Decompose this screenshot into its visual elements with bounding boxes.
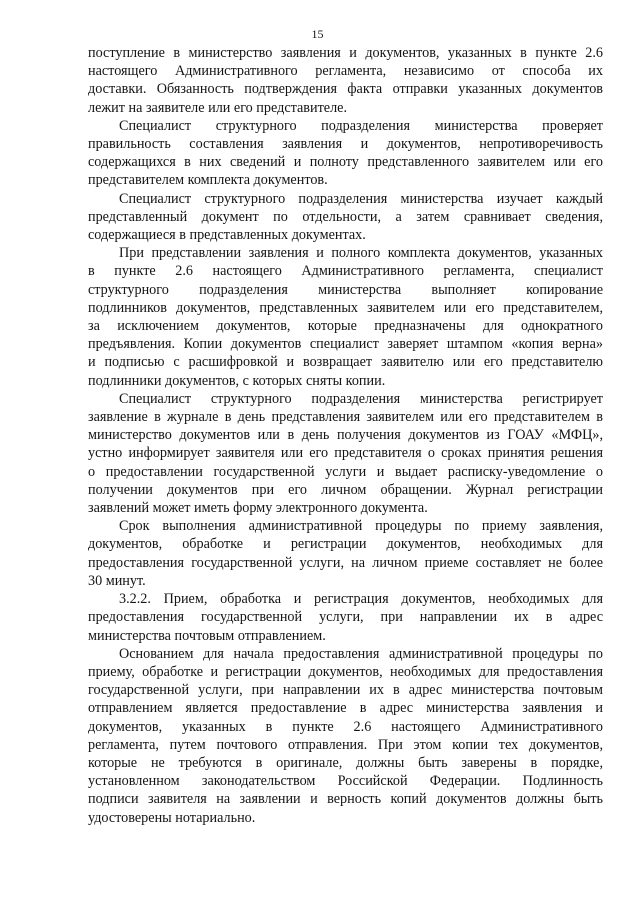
text-line: документов, обработке и регистрации документов, необходимых для <box>88 536 603 553</box>
paragraph <box>88 390 603 517</box>
text-line: министерства почтовым отправлением. <box>88 627 326 644</box>
text-line: и подписью с расшифровкой и возвращает заявителю или его представителю <box>88 354 603 371</box>
text-line: за исключением документов, которые предназначены для однократного <box>88 318 603 335</box>
text-line: Основанием для начала предоставления административной процедуры по <box>119 645 603 662</box>
text-line: документов, указанных в пункте 2.6 настоящего Административного <box>88 718 603 735</box>
text-line: заявлений может иметь форму электронного документа. <box>88 500 428 517</box>
text-line: Специалист структурного подразделения министерства изучает каждый <box>119 190 603 207</box>
text-line: государственной услуги, при направлении их в адрес министерства почтовым <box>88 682 603 699</box>
text-line: содержащихся в них сведений и полноту представленного заявителем или его <box>88 154 603 171</box>
paragraph <box>88 645 603 827</box>
text-line: представленный документ по отдельности, а затем сравнивает сведения, <box>88 208 603 225</box>
text-line: лежит на заявителе или его представителе. <box>88 99 348 116</box>
page-number: 15 <box>311 27 324 41</box>
paragraph <box>88 190 603 245</box>
paragraph <box>88 517 603 590</box>
document-body <box>88 44 603 827</box>
text-line: подписи заявителя на заявлении и верность копий документов должны быть <box>88 791 603 808</box>
text-line: структурного подразделения министерства выполняет копирование <box>88 281 603 298</box>
text-line: При представлении заявления и полного комплекта документов, указанных <box>119 245 603 262</box>
text-line: содержащиеся в представленных документах. <box>88 227 366 244</box>
text-line: министерство документов или в день получения документов из ГОАУ «МФЦ», <box>88 427 603 444</box>
text-line: которые не требуются в оригинале, должны быть заверены в порядке, <box>88 754 603 771</box>
text-line: в пункте 2.6 настоящего Административного регламента, специалист <box>88 263 603 280</box>
text-line: подлинники документов, с которых сняты копии. <box>88 372 386 389</box>
text-line: 3.2.2. Прием, обработка и регистрация документов, необходимых для <box>119 591 603 608</box>
text-line: отправлением является предоставление в адрес министерства заявления и <box>88 700 603 717</box>
text-line: устно информирует заявителя или его представителя о сроках принятия решения <box>88 445 603 462</box>
text-line: представителем комплекта документов. <box>88 172 328 189</box>
text-line: предъявления. Копии документов специалист заверяет штампом «копия верна» <box>88 336 603 353</box>
text-line: регламента, путем почтового отправления. При этом копии тех документов, <box>88 736 603 753</box>
paragraph <box>88 590 603 645</box>
paragraph <box>88 117 603 190</box>
text-line: настоящего Административного регламента, независимо от способа их <box>88 63 603 80</box>
text-line: Специалист структурного подразделения министерства проверяет <box>119 117 603 134</box>
text-line: получении документов при его личном обращении. Журнал регистрации <box>88 481 603 498</box>
text-line: приему, обработке и регистрации документов, необходимых для предоставления <box>88 663 603 680</box>
text-line: о предоставлении государственной услуги и выдает расписку-уведомление о <box>88 463 603 480</box>
paragraph <box>88 44 603 117</box>
paragraph <box>88 244 603 390</box>
text-line: подлинников документов, представленных заявителем или его представителем, <box>88 299 603 316</box>
text-line: установленном законодательством Российской Федерации. Подлинность <box>88 773 603 790</box>
text-line: правильность составления заявления и документов, непротиворечивость <box>88 136 603 153</box>
text-line: Специалист структурного подразделения министерства регистрирует <box>119 390 603 407</box>
text-line: Срок выполнения административной процедуры по приему заявления, <box>119 518 603 535</box>
text-line: заявление в журнале в день представления заявителем или его представителем в <box>88 409 603 426</box>
text-line: удостоверены нотариально. <box>88 809 256 826</box>
text-line: 30 минут. <box>88 572 146 589</box>
text-line: предоставления государственной услуги, при направлении их в адрес <box>88 609 603 626</box>
text-line: доставки. Обязанность подтверждения факта отправки указанных документов <box>88 81 603 98</box>
text-line: предоставления государственной услуги, на личном приеме составляет не более <box>88 554 603 571</box>
text-line: поступление в министерство заявления и документов, указанных в пункте 2.6 <box>88 45 603 61</box>
